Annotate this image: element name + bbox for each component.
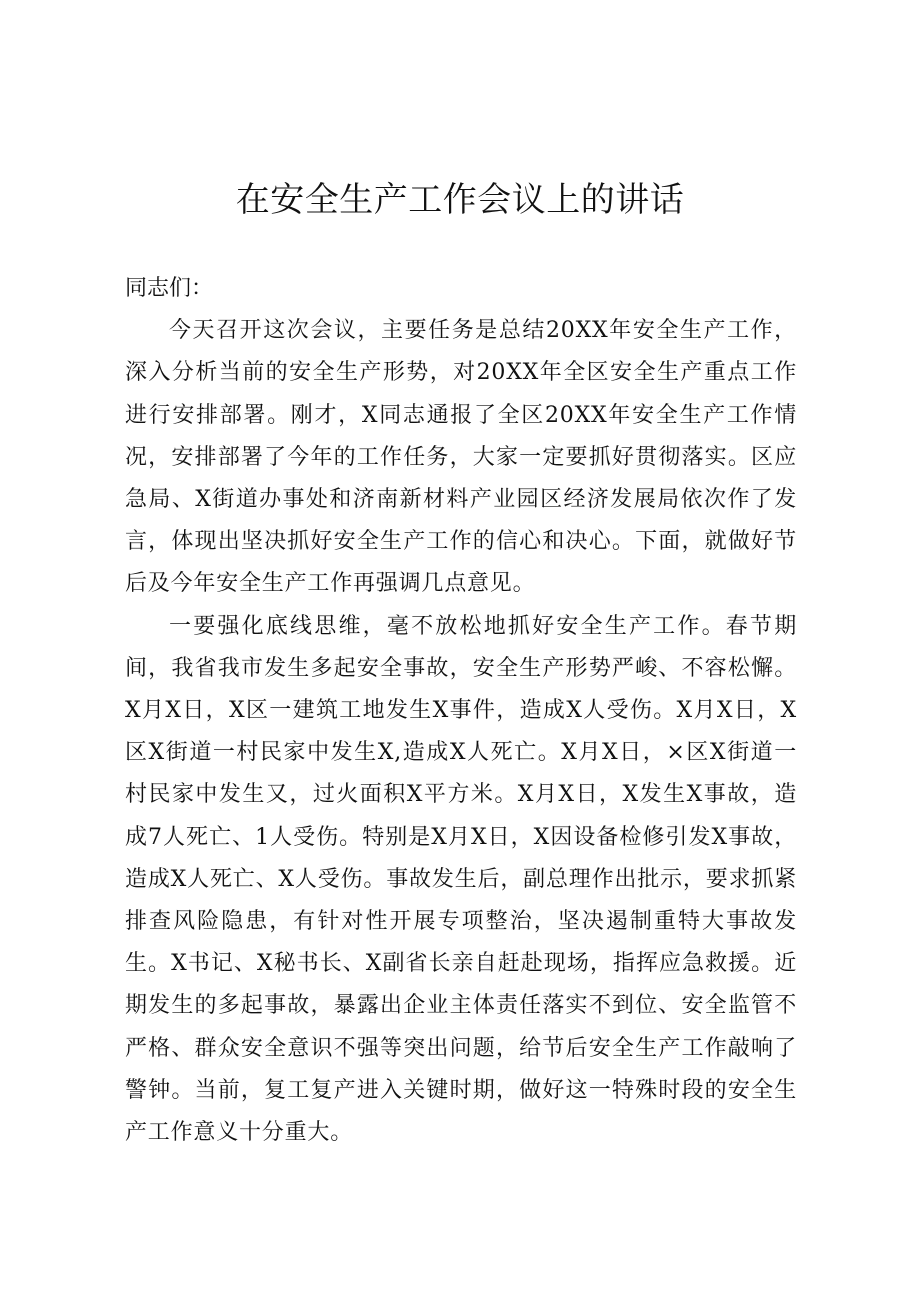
document-body	[125, 268, 797, 1154]
salutation: 同志们：	[125, 276, 214, 301]
paragraph-intro: 今天召开这次会议，主要任务是总结20XX年安全生产工作，深入分析当前的安全生产形势，对20XX年全区安全生产重点工作进行安排部署。刚才，X同志通报了全区20XX年安全生产工作情况，安排部署了今年的工作任务，大家一定要抓好贯彻落实。区应急局、X街道办事处和济南新材料产业园区经济发展局依次作了发言，体现出坚决抓好安全生产工作的信心和决心。下面，就做好节后及今年安全生产工作再强调几点意见。	[125, 318, 797, 597]
paragraph-point-one: 一要强化底线思维，毫不放松地抓好安全生产工作。春节期间，我省我市发生多起安全事故，安全生产形势严峻、不容松懈。X月X日，X区一建筑工地发生X事件，造成X人受伤。X月X日，X区X街道一村民家中发生X,造成X人死亡。X月X日，×区X街道一村民家中发生又，过火面积X平方米。X月X日，X发生X事故，造成7人死亡、1人受伤。特别是X月X日，X因设备检修引发X事故，造成X人死亡、X人受伤。事故发生后，副总理作出批示，要求抓紧排查风险隐患，有针对性开展专项整治，坚决遏制重特大事故发生。X书记、X秘书长、X副省长亲自赶赴现场，指挥应急救援。近期发生的多起事故，暴露出企业主体责任落实不到位、安全监管不严格、群众安全意识不强等突出问题，给节后安全生产工作敲响了警钟。当前，复工复产进入关键时期，做好这一特殊时段的安全生产工作意义十分重大。	[125, 613, 797, 1146]
document-title: 在安全生产工作会议上的讲话	[235, 180, 685, 220]
